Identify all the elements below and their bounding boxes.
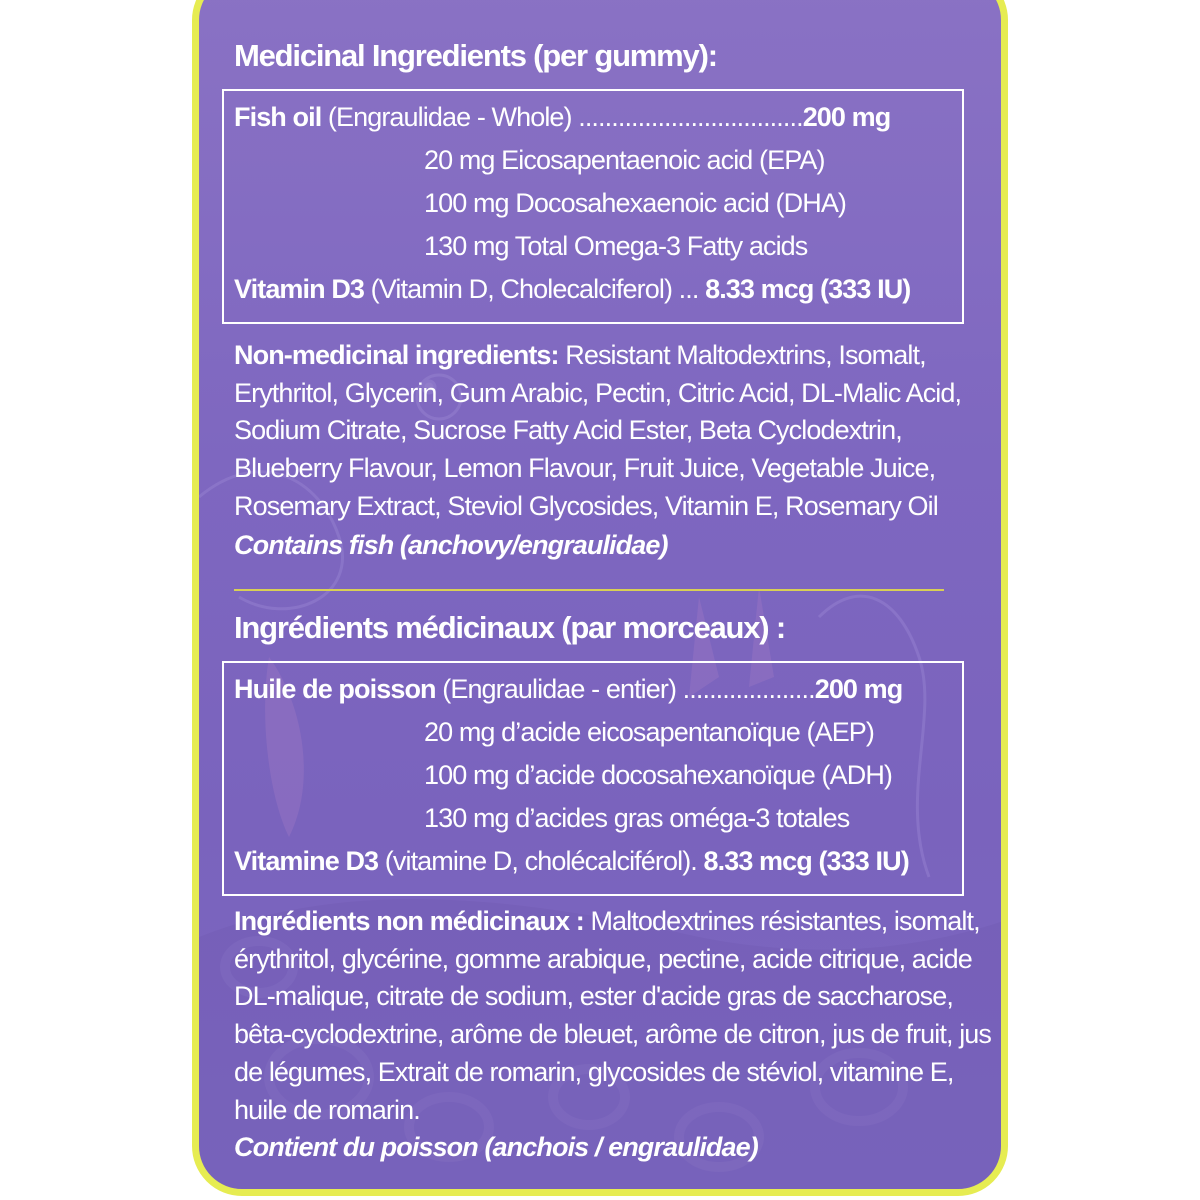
french-vitamin-d3-source: (vitamine D, cholécalciférol). xyxy=(378,846,697,876)
english-non-medicinal-ingredients xyxy=(234,337,994,526)
english-fish-oil-name: Fish oil xyxy=(234,102,322,132)
english-fish-oil-amount: 200 mg xyxy=(802,102,891,132)
french-fish-oil-row xyxy=(234,674,902,705)
section-divider xyxy=(234,589,944,591)
english-vitamin-d3-row xyxy=(234,274,910,305)
french-component-omega3: 130 mg d’acides gras oméga-3 totales xyxy=(424,803,850,833)
french-fish-oil-leader: .................... xyxy=(682,674,815,704)
english-component-dha: 100 mg Docosahexaenoic acid (DHA) xyxy=(424,188,847,218)
english-heading: Medicinal Ingredients (per gummy): xyxy=(234,38,717,73)
french-fish-oil-source: (Engraulidae - entier) xyxy=(435,674,683,704)
french-vitamin-d3-amount: 8.33 mcg (333 IU) xyxy=(696,846,909,876)
english-vitamin-d3-source: (Vitamin D, Cholecalciferol) ... xyxy=(364,274,699,304)
english-fish-oil-source: (Engraulidae - Whole) xyxy=(321,102,579,132)
english-component-omega3: 130 mg Total Omega-3 Fatty acids xyxy=(424,231,808,261)
english-component-epa: 20 mg Eicosapentaenoic acid (EPA) xyxy=(424,145,825,175)
french-non-medicinal-list: Maltodextrines résistantes, isomalt, érythritol, glycérine, gomme arabique, pectine, acide citrique, acide DL-malique, citrate de sodium, ester d'acide gras de saccharose, bêta-cyclodextrine, arôme de bleuet, arôme de citron, jus de fruit, jus de légumes, Extrait de romarin, glycosides de stéviol, vitamine E, huile de romarin. xyxy=(234,906,992,1125)
french-fish-oil-amount: 200 mg xyxy=(814,674,903,704)
french-non-medicinal-ingredients xyxy=(234,903,994,1129)
french-non-medicinal-label: Ingrédients non médicinaux : xyxy=(234,906,584,936)
french-fish-oil-name: Huile de poisson xyxy=(234,674,436,704)
english-vitamin-d3-name: Vitamin D3 xyxy=(234,274,365,304)
french-vitamin-d3-name: Vitamine D3 xyxy=(234,846,379,876)
english-vitamin-d3-amount: 8.33 mcg (333 IU) xyxy=(698,274,911,304)
english-non-medicinal-label: Non-medicinal ingredients: xyxy=(234,340,559,370)
english-fish-oil-leader: .................................. xyxy=(578,102,803,132)
french-heading: Ingrédients médicinaux (par morceaux) : xyxy=(234,610,785,645)
english-fish-oil-row xyxy=(234,102,890,133)
french-component-aep: 20 mg d’acide eicosapentanoïque (AEP) xyxy=(424,717,875,747)
english-non-medicinal-list: Resistant Maltodextrins, Isomalt, Erythritol, Glycerin, Gum Arabic, Pectin, Citric Acid, DL-Malic Acid, Sodium Citrate, Sucrose Fatty Acid Ester, Beta Cyclodextrin, Blueberry Flavour, Lemon Flavour, Fruit Juice, Vegetable Juice, Rosemary Extract, Steviol Glycosides, Vitamin E, Rosemary Oil xyxy=(234,340,962,521)
english-allergen-statement: Contains fish (anchovy/engraulidae) xyxy=(234,530,668,560)
french-component-adh: 100 mg d’acide docosahexanoïque (ADH) xyxy=(424,760,893,790)
french-vitamin-d3-row xyxy=(234,846,909,877)
french-allergen-statement: Contient du poisson (anchois / engraulidae) xyxy=(234,1132,758,1162)
